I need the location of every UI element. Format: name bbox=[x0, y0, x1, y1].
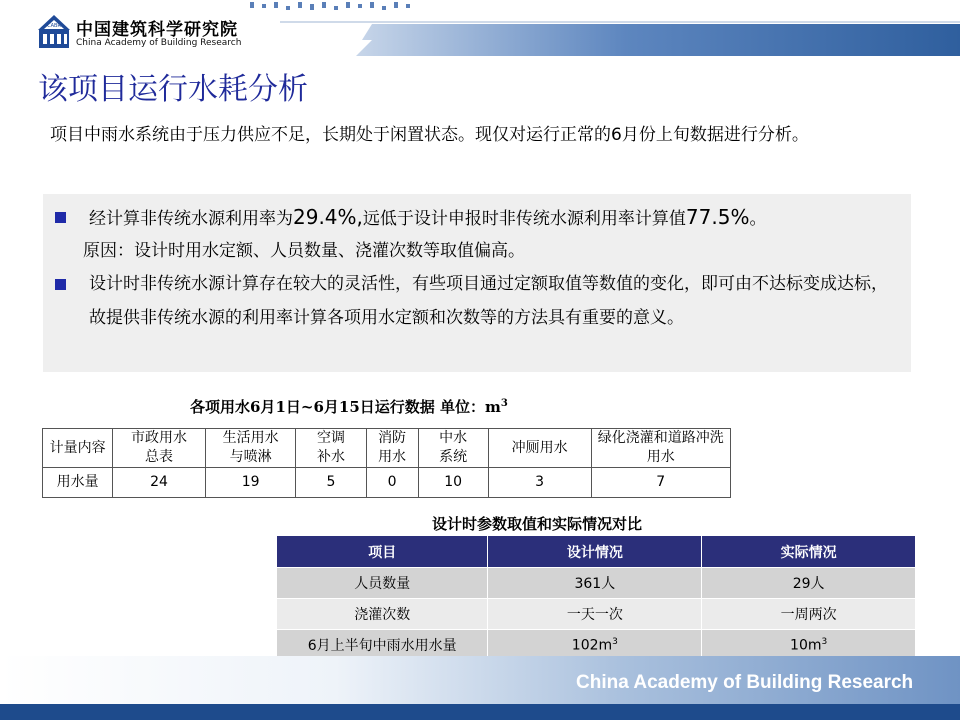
table1-cell: 10 bbox=[418, 468, 488, 498]
table1-header: 空调补水 bbox=[296, 429, 366, 468]
table2-item: 人员数量 bbox=[277, 568, 488, 599]
table2-actual-value: 10m bbox=[790, 637, 822, 654]
table1-header: 绿化浇灌和道路冲洗用水 bbox=[591, 429, 730, 468]
table-row bbox=[277, 568, 916, 599]
table-row bbox=[277, 599, 916, 630]
table1-title-sup: 3 bbox=[500, 398, 508, 409]
table2-actual: 一周两次 bbox=[702, 599, 916, 630]
footer-institution-name: China Academy of Building Research bbox=[576, 672, 914, 693]
finding-1-value-actual: 29.4%, bbox=[293, 205, 363, 229]
table1-header: 中水系统 bbox=[418, 429, 488, 468]
table2-header: 设计情况 bbox=[488, 536, 702, 568]
table2-design: 361人 bbox=[488, 568, 702, 599]
building-logo-icon bbox=[36, 14, 72, 50]
table2-header: 实际情况 bbox=[702, 536, 916, 568]
table1-header: 市政用水总表 bbox=[113, 429, 206, 468]
table2-header: 项目 bbox=[277, 536, 488, 568]
table1-row-label: 用水量 bbox=[43, 468, 113, 498]
finding-1-mid: 远低于设计申报时非传统水源利用率计算值 bbox=[362, 209, 686, 229]
findings-panel bbox=[43, 194, 911, 372]
finding-2-text: 设计时非传统水源计算存在较大的灵活性，有些项目通过定额取值等数值的变化，即可由不达标变成达标，故提供非传统水源的利用率计算各项用水定额和次数等的方法具有重要的意义。 bbox=[89, 274, 888, 328]
table1-cell: 0 bbox=[366, 468, 418, 498]
table1-cell: 3 bbox=[488, 468, 591, 498]
table2-item: 6月上半旬中雨水用水量 bbox=[277, 630, 488, 661]
bottom-bar bbox=[0, 704, 960, 720]
table1-title-text: 各项用水6月1日~6月15日运行数据 单位：m bbox=[190, 398, 501, 416]
institution-logo bbox=[36, 14, 276, 54]
bullet-square-icon bbox=[55, 212, 66, 223]
table1-cell: 24 bbox=[113, 468, 206, 498]
table1-data-row bbox=[43, 468, 731, 498]
table1-header: 计量内容 bbox=[43, 429, 113, 468]
table1-header-row bbox=[43, 429, 731, 468]
table1-cell: 19 bbox=[205, 468, 296, 498]
table1-header: 生活用水与喷淋 bbox=[205, 429, 296, 468]
table2-design: 一天一次 bbox=[488, 599, 702, 630]
unit-sup: 3 bbox=[612, 636, 618, 647]
table1-header: 冲厕用水 bbox=[488, 429, 591, 468]
table1-cell: 7 bbox=[591, 468, 730, 498]
logo-english-name: China Academy of Building Research bbox=[76, 38, 242, 48]
table2-design-value: 102m bbox=[571, 637, 613, 654]
finding-1-value-design: 77.5% bbox=[685, 205, 750, 229]
table1-cell: 5 bbox=[296, 468, 366, 498]
page-title: 该项目运行水耗分析 bbox=[38, 72, 308, 107]
finding-1-reason: 原因：设计时用水定额、人员数量、浇灌次数等取值偏高。 bbox=[83, 241, 525, 261]
design-vs-actual-table bbox=[277, 536, 916, 660]
table2-header-row bbox=[277, 536, 916, 568]
logo-mark-text: CABR bbox=[47, 23, 61, 29]
unit-sup: 3 bbox=[821, 636, 828, 647]
logo-chinese-name: 中国建筑科学研究院 bbox=[76, 20, 238, 40]
table1-header: 消防用水 bbox=[366, 429, 418, 468]
finding-1-end: 。 bbox=[749, 209, 767, 229]
table2-item: 浇灌次数 bbox=[277, 599, 488, 630]
finding-1-pre: 经计算非传统水源利用率为 bbox=[89, 209, 293, 229]
bullet-square-icon bbox=[55, 279, 66, 290]
table1-title bbox=[190, 396, 508, 417]
water-usage-table bbox=[42, 428, 731, 498]
intro-paragraph: 项目中雨水系统由于压力供应不足，长期处于闲置状态。现仅对运行正常的6月份上旬数据进行分析。 bbox=[50, 125, 809, 145]
table2-actual: 29人 bbox=[702, 568, 916, 599]
table2-title: 设计时参数取值和实际情况对比 bbox=[432, 515, 643, 533]
